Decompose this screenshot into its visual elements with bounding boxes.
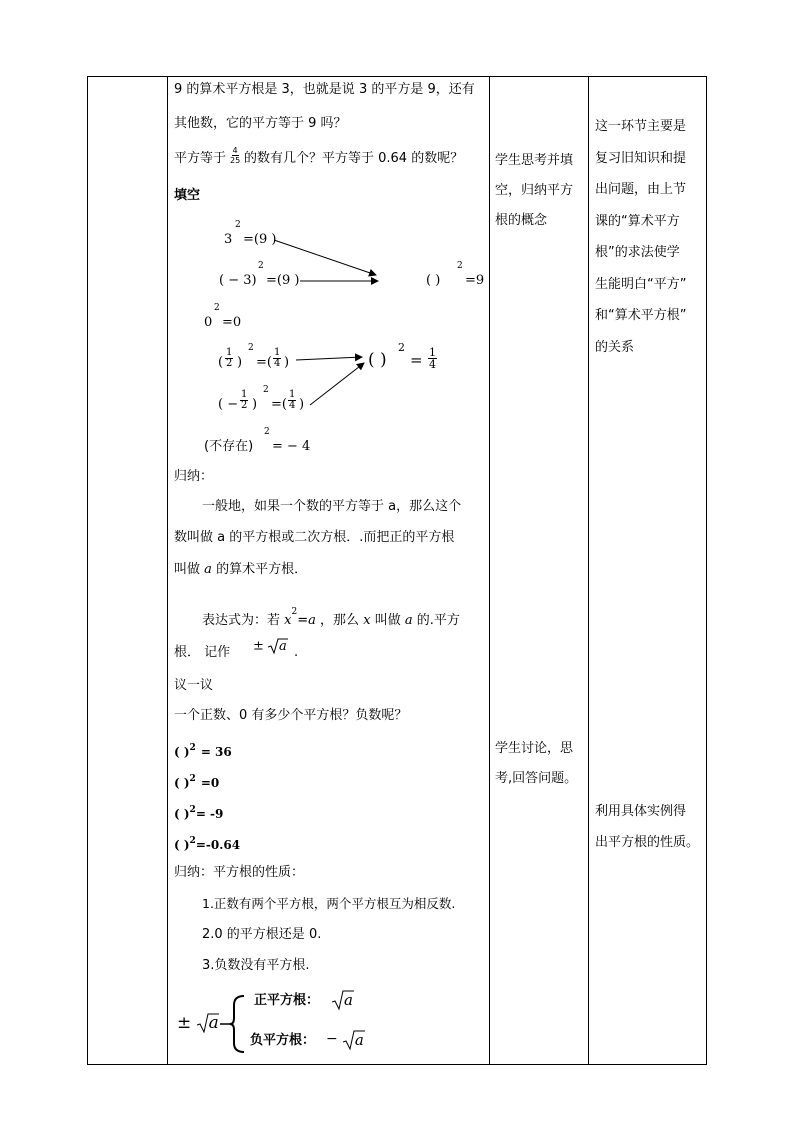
sqrt-icon: a (332, 989, 354, 1011)
example-2-exponent: 2 (258, 261, 264, 271)
example-5-open: ( − (218, 397, 239, 412)
example-4-exponent: 2 (248, 343, 254, 353)
property-2: 2.0 的平方根还是 0. (202, 927, 322, 942)
example-1-exponent: 2 (235, 220, 241, 230)
discuss-question: 一个正数、0 有多少个平方根？负数呢？ (174, 708, 408, 723)
student-activity-block-2: 学生讨论，思 考,回答问题。 (495, 741, 578, 786)
arrow-diagram-2 (290, 345, 370, 410)
example-3-result: =0 (222, 315, 242, 330)
sqrt-icon: a (268, 637, 288, 655)
question-suffix: 的数有几个？平方等于 0.64 的数呢？ (244, 151, 464, 166)
target-1-result: =9 (465, 273, 485, 288)
equation-3: ( )$^2$= -9 (174, 805, 224, 821)
example-4-open: ( (218, 355, 224, 370)
table-bottom-border (87, 1064, 707, 1065)
equation-4: ( )$^2$=-0.64 (174, 836, 241, 852)
example-5-fraction: $\frac{1}{2}$ (241, 389, 248, 411)
target-2-parens: ( ) (368, 350, 387, 370)
example-4-equals: =( (256, 355, 272, 370)
positive-root-value (332, 989, 354, 1015)
positive-root-label: 正平方根： (254, 993, 320, 1008)
example-5-result-close: ) (299, 397, 305, 412)
property-3: 3.负数没有平方根. (202, 958, 310, 973)
example-5-result-fraction: $\frac{1}{4}$ (289, 389, 296, 411)
sqrt-icon: a (197, 1012, 219, 1034)
example-3-exponent: 2 (214, 303, 220, 313)
definition-line-1: 一般地，如果一个数的平方等于 a，那么这个 (202, 499, 462, 514)
example-2-result: =(9 ) (266, 273, 300, 288)
question-prefix: 平方等于 (174, 151, 227, 166)
target-2-exponent: 2 (398, 341, 405, 354)
definition-line-3: 叫做 a 的算术平方根． (174, 562, 308, 577)
example-6-exponent: 2 (264, 427, 270, 437)
table-left-border (87, 76, 88, 1065)
property-1: 1.正数有两个平方根，两个平方根互为相反数. (202, 896, 456, 911)
arrow-3 (296, 357, 362, 360)
column-divider-2 (489, 76, 490, 1065)
equation-2: ( )$^2$ =0 (174, 774, 220, 790)
column-divider-1 (167, 76, 168, 1065)
example-5-equals: =( (271, 397, 287, 412)
intro-line-2: 其他数，它的平方等于 9 吗？ (174, 116, 347, 131)
example-3-base: 0 (204, 315, 213, 330)
curly-brace-icon (218, 993, 248, 1057)
equation-1: ( )$^2$ = 36 (174, 743, 232, 759)
target-1-parens: ( ) (426, 273, 441, 288)
target-2-equals: = (410, 351, 423, 369)
intro-line-1: 9 的算术平方根是 3，也就是说 3 的平方是 9，还有 (174, 82, 475, 97)
question-fraction: $\frac{4}{25}$ (230, 146, 241, 165)
example-1-result: =(9 ) (243, 232, 277, 247)
properties-heading: 归纳：平方根的性质： (174, 865, 305, 880)
example-4-fraction: $\frac{1}{2}$ (226, 347, 233, 369)
example-6-base: (不存在) (204, 439, 254, 454)
example-4-result-close: ) (284, 355, 290, 370)
example-2-base: ( − 3) (219, 273, 257, 288)
fill-in-heading: 填空 (174, 188, 201, 203)
table-right-border (706, 76, 707, 1065)
plus-minus-root-symbol: ± a (177, 1013, 219, 1033)
student-activity-block-1: 学生思考并填 空，归纳平方 根的概念 (495, 153, 574, 228)
column-divider-3 (588, 76, 589, 1065)
example-6-result: = − 4 (272, 439, 311, 454)
example-5-exponent: 2 (263, 385, 269, 395)
table-top-border (87, 76, 707, 77)
arrow-4 (310, 363, 364, 405)
example-5-close: ) (252, 397, 258, 412)
arrow-diagram-1 (270, 230, 390, 290)
target-2-fraction: $\frac{1}{4}$ (429, 346, 436, 371)
notation-period: . (294, 645, 299, 660)
design-intent-block-1: 这一环节主要是 复习旧知识和提 出问题，由上节 课的“算术平方 根”的求法使学 生能明白“平方” 和“算术平方根” 的关系 (595, 119, 687, 355)
expression-line: 表达式为：若 $x^2=a$ ，那么 x 叫做 a 的.平方 (202, 607, 460, 628)
target-1-exponent: 2 (457, 261, 463, 271)
negative-root-value: − a (326, 1031, 364, 1049)
example-1-base: 3 (224, 232, 233, 247)
definition-line-2: 数叫做 a 的平方根或二次方根．.而把正的平方根 (174, 530, 455, 545)
sqrt-icon: a (343, 1029, 365, 1051)
design-intent-block-2: 利用具体实例得 出平方根的性质。 (595, 804, 700, 850)
negative-root-label: 负平方根： (250, 1033, 316, 1048)
example-4-close: ) (237, 355, 243, 370)
example-4-result-fraction: $\frac{1}{4}$ (274, 347, 281, 369)
plus-minus-sqrt-a: ± a (253, 638, 287, 654)
discuss-heading: 议一议 (174, 678, 214, 693)
summary-heading: 归纳： (174, 469, 214, 484)
arrow-1 (274, 240, 376, 275)
notation-line: 根． 记作 (174, 645, 231, 660)
